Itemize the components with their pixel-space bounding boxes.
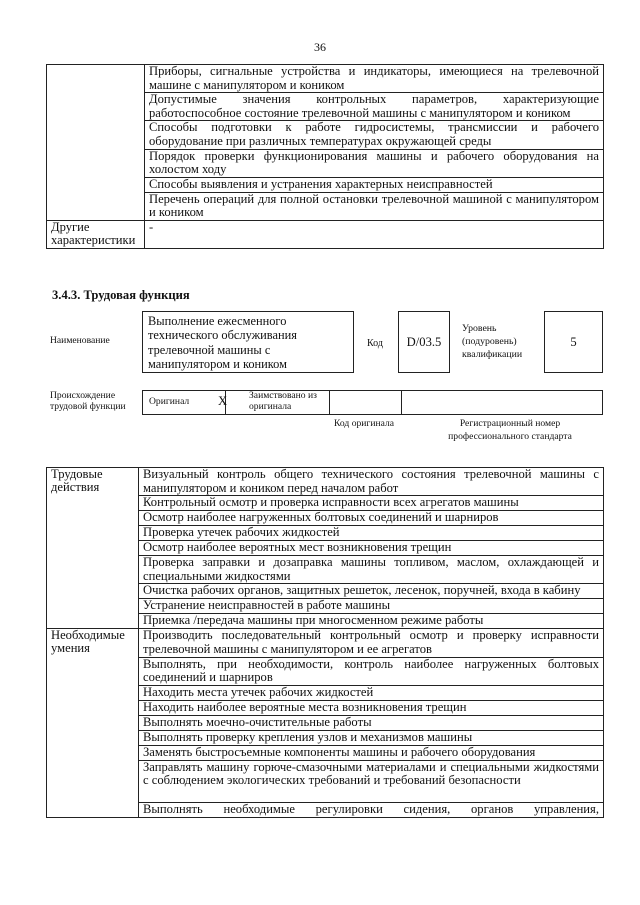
original-mark: X bbox=[218, 394, 228, 408]
required-skills-label: Необходимые умения bbox=[47, 629, 139, 817]
labor-action-item: Контрольный осмотр и проверка исправности всех агрегатов машины bbox=[139, 496, 604, 511]
labor-action-item: Очистка рабочих органов, защитных решеток, лесенок, поручней, входа в кабину bbox=[139, 584, 604, 599]
table-row bbox=[47, 65, 604, 93]
labor-action-item: Осмотр наиболее вероятных мест возникновения трещин bbox=[139, 541, 604, 556]
other-characteristics-value: - bbox=[145, 220, 604, 248]
labor-action-item: Проверка заправки и дозаправка машины топливом, маслом, охлаждающей и специальными жидкостями bbox=[139, 556, 604, 584]
knowledge-item: Приборы, сигнальные устройства и индикаторы, имеющиеся на трелевочной машине с манипулятором и коником bbox=[145, 65, 604, 93]
skill-item: Выполнять проверку крепления узлов и механизмов машины bbox=[139, 730, 604, 745]
other-characteristics-label: Другие характеристики bbox=[47, 220, 145, 248]
function-name-box bbox=[142, 311, 354, 373]
code-value: D/03.5 bbox=[406, 335, 442, 349]
knowledge-table bbox=[46, 64, 604, 249]
knowledge-item: Способы выявления и устранения характерных неисправностей bbox=[145, 177, 604, 192]
registration-number-caption: Регистрационный номер профессионального стандарта bbox=[448, 418, 572, 442]
skill-item: Выполнять необходимые регулировки сидения, органов управления, bbox=[139, 802, 604, 817]
code-box bbox=[398, 311, 450, 373]
section-heading: 3.4.3. Трудовая функция bbox=[52, 288, 190, 302]
knowledge-item: Способы подготовки к работе гидросистемы, трансмиссии и рабочего оборудование при различных температурах окружающей среды bbox=[145, 121, 604, 149]
borrowed-label: Заимствовано из оригинала bbox=[249, 390, 317, 412]
function-name-value: Выполнение ежесменного технического обслуживания трелевочной машины с манипулятором и коником bbox=[148, 314, 297, 372]
skill-item: Находить наиболее вероятные места возникновения трещин bbox=[139, 700, 604, 715]
table-row bbox=[47, 629, 604, 657]
labor-actions-label: Трудовые действия bbox=[47, 468, 139, 629]
knowledge-item: Порядок проверки функционирования машины и рабочего оборудования на холостом ходу bbox=[145, 149, 604, 177]
skill-item: Выполнять моечно-очистительные работы bbox=[139, 715, 604, 730]
original-code-caption: Код оригинала bbox=[333, 418, 395, 429]
labor-function-table bbox=[46, 467, 604, 818]
knowledge-item: Допустимые значения контрольных параметров, характеризующие работоспособное состояние трелевочной машины с манипулятором и коником bbox=[145, 93, 604, 121]
origin-row bbox=[142, 390, 603, 415]
labor-action-item: Визуальный контроль общего технического состояния трелевочной машины с манипулятором и коником перед началом работ bbox=[139, 468, 604, 496]
labor-action-item: Проверка утечек рабочих жидкостей bbox=[139, 526, 604, 541]
function-name-label: Наименование bbox=[50, 335, 110, 346]
qualification-level-value: 5 bbox=[570, 335, 577, 349]
labor-action-item: Устранение неисправностей в работе машины bbox=[139, 599, 604, 614]
skill-item: Заменять быстросъемные компоненты машины и рабочего оборудования bbox=[139, 745, 604, 760]
skill-item: Находить места утечек рабочих жидкостей bbox=[139, 685, 604, 700]
qualification-level-label: Уровень (подуровень) квалификации bbox=[462, 323, 523, 360]
labor-action-item: Приемка /передача машины при многосменном режиме работы bbox=[139, 614, 604, 629]
original-label: Оригинал bbox=[149, 396, 190, 407]
knowledge-item: Перечень операций для полной остановки трелевочной машиной с манипулятором и коником bbox=[145, 192, 604, 220]
divider bbox=[401, 390, 402, 415]
code-label: Код bbox=[367, 338, 383, 349]
origin-label: Происхождение трудовой функции bbox=[50, 390, 126, 412]
labor-action-item: Осмотр наиболее нагруженных болтовых соединений и шарниров bbox=[139, 511, 604, 526]
empty-label-cell bbox=[47, 65, 145, 221]
skill-item: Производить последовательный контрольный осмотр и проверку исправности трелевочной машины с манипулятором и ее агрегатов bbox=[139, 629, 604, 657]
qualification-level-box bbox=[544, 311, 603, 373]
table-row bbox=[47, 220, 604, 248]
skill-item: Заправлять машину горюче-смазочными материалами и специальными жидкостями с соблюдением экологических требований и требований безопасности bbox=[139, 760, 604, 802]
page-number: 36 bbox=[314, 40, 326, 54]
skill-item: Выполнять, при необходимости, контроль наиболее нагруженных болтовых соединений и шарниров bbox=[139, 657, 604, 685]
table-row bbox=[47, 468, 604, 496]
